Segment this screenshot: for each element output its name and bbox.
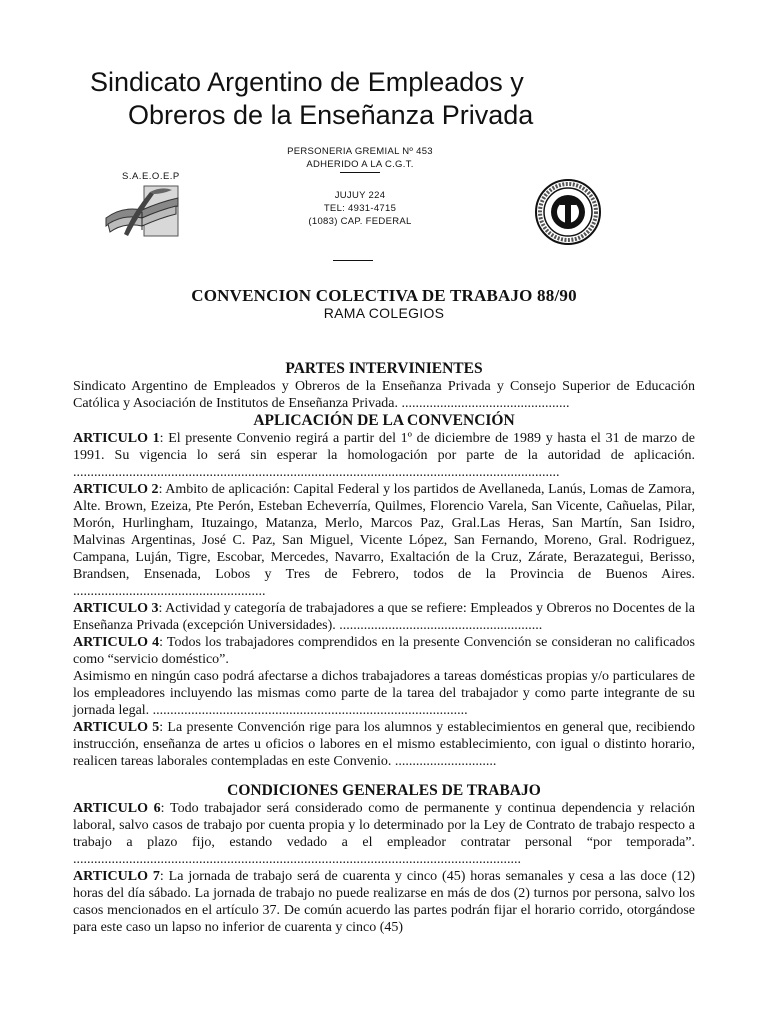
article-4-text: : Todos los trabajadores comprendidos en la presente Convención se consideran no calificados como “servicio doméstico”. bbox=[73, 635, 695, 667]
address-phone: TEL: 4931-4715 bbox=[323, 203, 397, 214]
article-5-label: ARTICULO 5 bbox=[73, 720, 160, 735]
article-7-label: ARTICULO 7 bbox=[73, 869, 160, 884]
divider bbox=[340, 172, 380, 173]
document-title: CONVENCION COLECTIVA DE TRABAJO 88/90 bbox=[191, 286, 577, 305]
cgt-seal-icon bbox=[534, 178, 602, 246]
article-7 bbox=[73, 868, 695, 936]
article-7-text: : La jornada de trabajo será de cuarenta y cinco (45) horas semanales y cesa a las doce (12) horas del día sábado. La jornada de trabajo no puede realizarse en más de dos (2) turnos por persona, salvo los casos mencionados en el artículo 37. De común acuerdo las partes podrán fijar el horario corrido, otorgándose para este caso un lapso no inferior de cuarenta y cinco (45) bbox=[73, 869, 696, 935]
article-6-text: : Todo trabajador será considerado como de permanente y continua dependencia y relación laboral, salvo casos de trabajo por cuenta propia y lo determinado por la Ley de Contrato de trabajo respecto a trabajo a plazo fijo, estando vedado a el empleador contratar personal “por temporada”. ................................................................................................................................ bbox=[73, 801, 696, 867]
divider bbox=[333, 260, 373, 261]
article-4 bbox=[73, 634, 695, 668]
union-acronym: S.A.E.O.E.P bbox=[122, 171, 180, 182]
article-1-label: ARTICULO 1 bbox=[73, 431, 160, 446]
article-2 bbox=[73, 481, 695, 600]
article-2-text: : Ambito de aplicación: Capital Federal y los partidos de Avellaneda, Lanús, Lomas de Zamora, Alte. Brown, Ezeiza, Pte Perón, Esteban Echeverría, Quilmes, Florencio Varela, San Vicente, Cañuelas, Pilar, Morón, Hurlingham, Ituzaingo, Matanza, Merlo, Marcos Paz, Gral.Las Heras, San Martín, San Isidro, Malvinas Argentinas, José C. Paz, San Miguel, Vicente López, San Fernando, Moreno, Gral. Rodriguez, Campana, Luján, Tigre, Escobar, Mercedes, Navarro, Exaltación de la Cruz, Zárate, Berazategui, Berisso, Brandsen, Ensenada, Lobos y Tres de Febrero, todos de la Provincia de Buenos Aires. ....................................................... bbox=[73, 482, 695, 599]
document-subtitle: RAMA COLEGIOS bbox=[323, 305, 445, 321]
personeria-gremial: PERSONERIA GREMIAL Nº 453 bbox=[287, 146, 433, 157]
section-heading-condiciones: CONDICIONES GENERALES DE TRABAJO bbox=[227, 782, 541, 799]
article-5 bbox=[73, 719, 695, 770]
section-heading-aplicacion: APLICACIÓN DE LA CONVENCIÓN bbox=[253, 412, 515, 429]
article-3-label: ARTICULO 3 bbox=[73, 601, 159, 616]
book-and-quill-logo-icon bbox=[102, 184, 182, 240]
union-name-line-1: Sindicato Argentino de Empleados y bbox=[90, 67, 524, 97]
partes-paragraph: Sindicato Argentino de Empleados y Obreros de la Enseñanza Privada y Consejo Superior de Educación Católica y Asociación de Institutos de Enseñanza Privada. ................................................ bbox=[73, 379, 695, 411]
article-1 bbox=[73, 430, 695, 481]
section-heading-partes: PARTES INTERVINIENTES bbox=[285, 360, 483, 377]
adherido-cgt: ADHERIDO A LA C.G.T. bbox=[306, 159, 414, 170]
article-3 bbox=[73, 600, 695, 634]
article-6 bbox=[73, 800, 695, 868]
article-4-paragraph-2: Asimismo en ningún caso podrá afectarse a dichos trabajadores a tareas domésticas propias y/o particulares de los empleadores incluyendo las mismas como parte de la tarea del trabajador y como parte integrante de su jornada legal. .......................................................................................... bbox=[73, 669, 695, 718]
document-body bbox=[73, 360, 695, 936]
union-name-line-2: Obreros de la Enseñanza Privada bbox=[128, 100, 534, 130]
union-name-heading bbox=[0, 66, 768, 132]
letterhead-info bbox=[250, 145, 470, 228]
article-3-text: : Actividad y categoría de trabajadores a que se refiere: Empleados y Obreros no Docentes de la Enseñanza Privada (excepción Universidades). .......................................................... bbox=[73, 601, 695, 633]
article-5-text: : La presente Convención rige para los alumnos y establecimientos en general que, recibiendo instrucción, enseñanza de artes u oficios o labores en el mismo establecimiento, con igual o distinto horario, realicen tareas laborales contempladas en este Convenio. ............................. bbox=[73, 720, 695, 769]
address-postal: (1083) CAP. FEDERAL bbox=[308, 216, 412, 227]
article-6-label: ARTICULO 6 bbox=[73, 801, 161, 816]
address-street: JUJUY 224 bbox=[334, 190, 386, 201]
article-2-label: ARTICULO 2 bbox=[73, 482, 159, 497]
article-4-label: ARTICULO 4 bbox=[73, 635, 160, 650]
article-1-text: : El presente Convenio regirá a partir del 1º de diciembre de 1989 y hasta el 31 de marzo de 1991. Su vigencia lo será sin esperar la homologación por parte de la autoridad de aplicación. ........................................................................................................................................... bbox=[73, 431, 695, 480]
